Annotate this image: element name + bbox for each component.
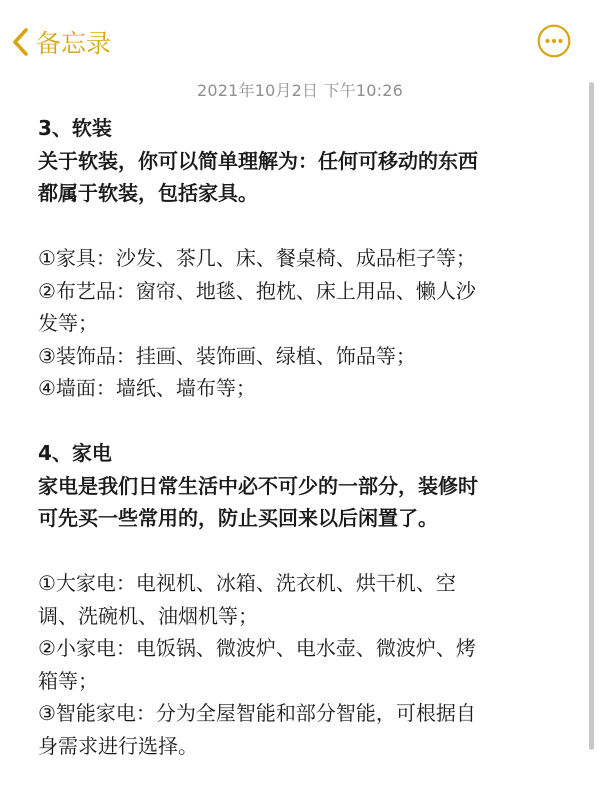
- note-date: 2021年10月2日 下午10:26: [196, 81, 404, 100]
- list-item: ①大家电：电视机、冰箱、洗衣机、烘干机、空: [38, 571, 456, 595]
- section-heading: 3、软装: [38, 116, 112, 140]
- list-item: 箱等；: [38, 668, 98, 693]
- scrollbar[interactable]: [589, 82, 594, 750]
- back-button[interactable]: [12, 22, 111, 62]
- section-heading: 4、家电: [38, 441, 112, 465]
- list-item: ②布艺品：窗帘、地毯、抱枕、床上用品、懒人沙: [38, 278, 476, 303]
- section-intro-line: 家电是我们日常生活中必不可少的一部分，装修时: [38, 473, 478, 498]
- list-item: ③装饰品：挂画、装饰画、绿植、饰品等；: [38, 343, 416, 368]
- chevron-left-icon: [12, 27, 30, 57]
- note-body[interactable]: [38, 112, 578, 762]
- list-item: 身需求进行选择。: [38, 733, 198, 758]
- blank-line: [38, 405, 578, 438]
- more-circle-icon: [537, 24, 571, 58]
- list-item: ②小家电：电饭锅、微波炉、电水壶、微波炉、烤: [38, 636, 476, 660]
- list-item: ④墙面：墙纸、墙布等；: [38, 376, 256, 400]
- list-item: 调、洗碗机、油烟机等；: [38, 603, 258, 628]
- blank-line: [38, 210, 578, 243]
- blank-line: [38, 535, 578, 568]
- section-intro-line: 都属于软装，包括家具。: [38, 181, 258, 205]
- back-label: 备忘录: [36, 29, 112, 58]
- section-intro-line: 关于软装，你可以简单理解为：任何可移动的东西: [38, 148, 478, 173]
- list-item: 发等；: [38, 311, 98, 335]
- navigation-bar: [0, 0, 600, 80]
- list-item: ③智能家电：分为全屋智能和部分智能，可根据自: [38, 701, 476, 725]
- list-item: ①家具：沙发、茶几、床、餐桌椅、成品柜子等；: [38, 246, 476, 270]
- more-button[interactable]: [537, 24, 571, 58]
- section-intro-line: 可先买一些常用的，防止买回来以后闲置了。: [38, 506, 438, 530]
